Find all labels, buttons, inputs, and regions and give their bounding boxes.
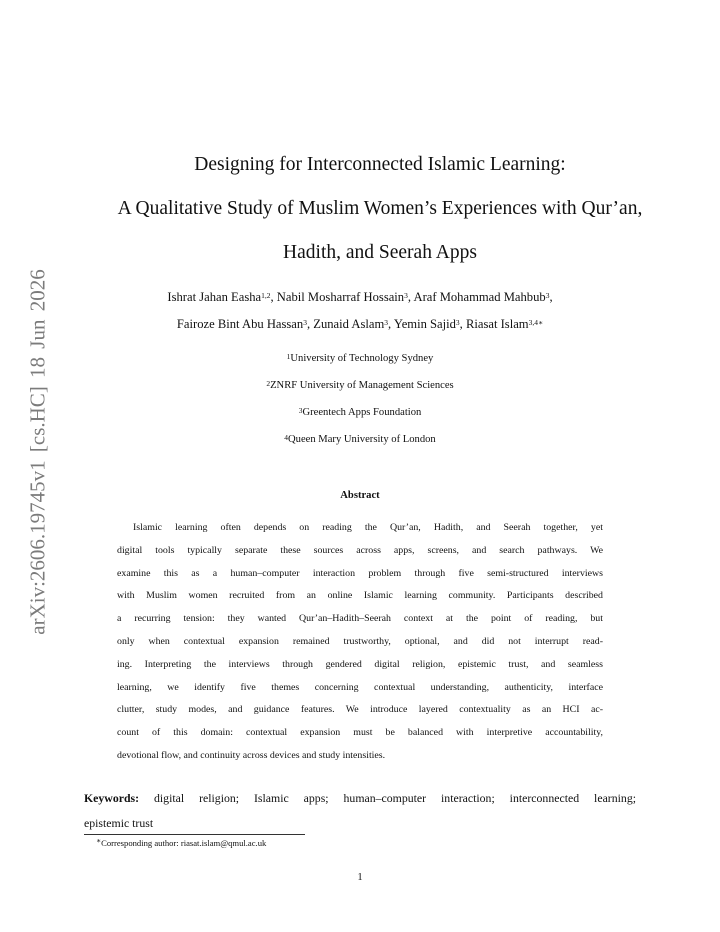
author-affil-mark: 3 xyxy=(303,318,307,327)
abstract-line: only when contextual expansion remained trustworthy, optional, and did not interrupt read- xyxy=(117,635,603,647)
footnote-mark: ∗ xyxy=(96,836,102,845)
page-number: 1 xyxy=(357,872,363,883)
separator: , xyxy=(306,317,314,331)
author-affil-mark: 3 xyxy=(455,318,460,327)
affiliation xyxy=(0,345,720,372)
author-line-2 xyxy=(0,311,720,338)
keywords-block xyxy=(84,786,636,836)
author-name: Riasat Islam xyxy=(465,317,529,331)
keywords-line xyxy=(84,786,636,811)
affiliation-name: Greentech Apps Foundation xyxy=(302,407,422,418)
abstract-line: Islamic learning often depends on reading the Qur’an, Hadith, and Seerah together, yet xyxy=(133,522,603,533)
abstract-line: examine this as a human–computer interaction problem through five semi-structured interviews xyxy=(117,567,603,579)
title-line: Designing for Interconnected Islamic Learning: xyxy=(194,154,566,175)
author-name: Fairoze Bint Abu Hassan xyxy=(176,317,304,331)
affiliation-mark: 2 xyxy=(266,379,271,388)
abstract-heading: Abstract xyxy=(340,490,380,501)
affiliation-list xyxy=(0,345,720,453)
paper-title xyxy=(40,143,720,275)
separator: , xyxy=(407,290,414,304)
separator: , xyxy=(459,317,466,331)
author-name: Zunaid Aslam xyxy=(313,317,385,331)
affiliation-mark: 1 xyxy=(286,352,291,361)
author-name: Nabil Mosharraf Hossain xyxy=(276,290,405,304)
affiliation xyxy=(0,372,720,399)
abstract-line: count of this domain: contextual expansion must be balanced with interpretive accountability, xyxy=(117,727,603,739)
author-list xyxy=(0,284,720,338)
author-affil-mark: 1,2 xyxy=(261,291,271,300)
affiliation-name: ZNRF University of Management Sciences xyxy=(270,380,454,391)
title-line: A Qualitative Study of Muslim Women’s Experiences with Qur’an, xyxy=(117,198,643,219)
author-name: Ishrat Jahan Easha xyxy=(167,290,262,304)
abstract-line: devotional flow, and continuity across devices and study intensities. xyxy=(117,749,386,761)
abstract-line: digital tools typically separate these sources across apps, screens, and search pathways. We xyxy=(117,544,603,556)
author-name: Araf Mohammad Mahbub xyxy=(413,290,546,304)
abstract-line: with Muslim women recruited from an online Islamic learning community. Participants described xyxy=(117,590,603,602)
separator: , xyxy=(388,317,394,331)
separator: , xyxy=(549,290,553,304)
author-affil-mark: 3,4∗ xyxy=(528,318,544,327)
abstract-line: ing. Interpreting the interviews through gendered digital religion, epistemic trust, and seamless xyxy=(117,658,603,670)
author-affil-mark: 3 xyxy=(404,291,408,300)
footnote-text: Corresponding author: riasat.islam@qmul.ac.uk xyxy=(101,838,267,848)
keywords-text: digital religion; Islamic apps; human–computer interaction; interconnected learning; xyxy=(154,791,636,805)
title-line: Hadith, and Seerah Apps xyxy=(283,242,477,263)
footnote-rule xyxy=(84,834,305,835)
separator: , xyxy=(270,290,277,304)
keywords-line: epistemic trust xyxy=(84,816,154,830)
abstract-body xyxy=(117,517,603,768)
footnote xyxy=(96,838,266,848)
affiliation-name: Queen Mary University of London xyxy=(288,434,436,445)
affiliation-mark: 4 xyxy=(284,433,289,442)
author-affil-mark: 3 xyxy=(545,291,550,300)
keywords-label: Keywords: xyxy=(84,791,140,805)
author-name: Yemin Sajid xyxy=(393,317,456,331)
abstract-line: a recurring tension: they wanted Qur’an–Hadith–Seerah context at the point of reading, but xyxy=(117,613,603,625)
affiliation-name: University of Technology Sydney xyxy=(290,353,434,364)
arxiv-identifier: arXiv:2606.19745v1 [cs.HC] 18 Jun 2026 xyxy=(25,269,50,635)
affiliation xyxy=(0,399,720,426)
affiliation xyxy=(0,426,720,453)
author-affil-mark: 3 xyxy=(384,318,389,327)
abstract-line: learning, we identify five themes concerning contextual understanding, authenticity, interface xyxy=(117,681,603,693)
affiliation-mark: 3 xyxy=(298,406,303,415)
author-line-1 xyxy=(0,284,720,311)
abstract-line: clutter, study modes, and guidance features. We introduce layered contextuality as an HCI ac- xyxy=(117,704,603,716)
